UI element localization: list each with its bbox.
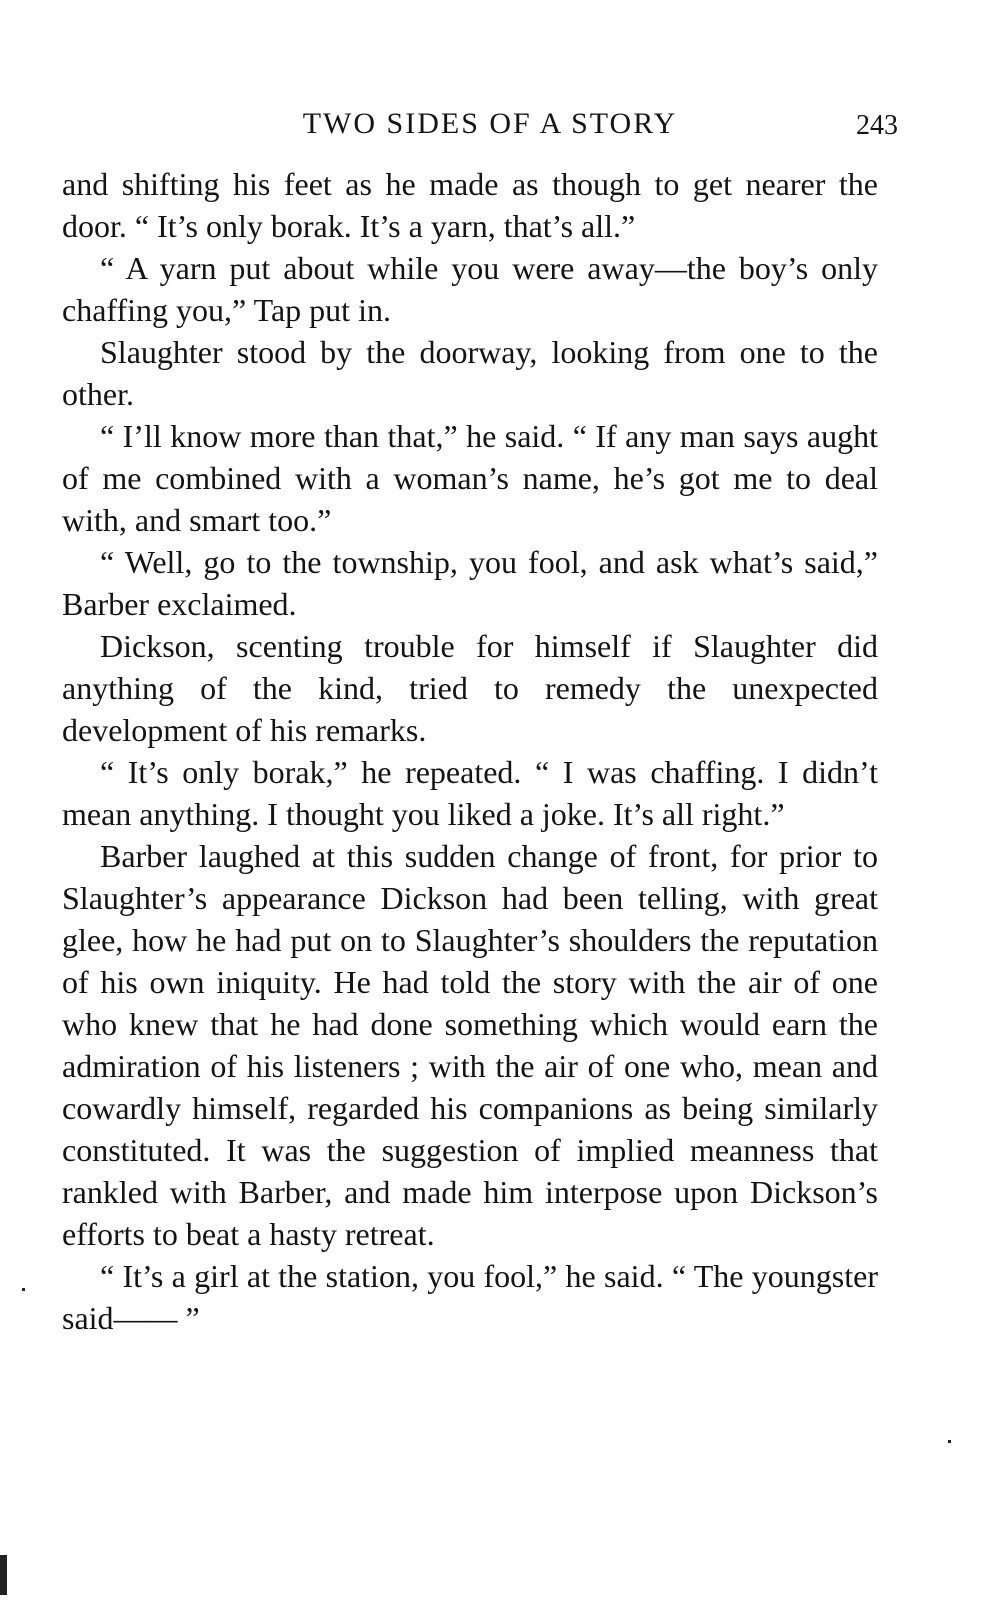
running-title: TWO SIDES OF A STORY xyxy=(302,107,678,140)
paragraph: “ It’s only borak,” he repeated. “ I was chaffing. I didn’t mean anything. I thought you liked a joke. It’s all right.” xyxy=(62,754,878,832)
paragraph: Barber laughed at this sudden change of front, for prior to Slaughter’s appearance Dickson had been telling, with great glee, how he had put on to Slaughter’s shoulders the reputation of his own iniquity. He had told the story with the air of one who knew that he had done something which would earn the admiration of his listeners ; with the air of one who, mean and cowardly himself, regarded his companions as being similarly constituted. It was the suggestion of implied meanness that rankled with Barber, and made him interpose upon Dickson’s efforts to beat a hasty retreat. xyxy=(62,838,878,1252)
paragraph: Slaughter stood by the doorway, looking from one to the other. xyxy=(62,334,878,412)
page-number: 243 xyxy=(856,110,898,141)
body-text xyxy=(62,163,878,1339)
paragraph: “ A yarn put about while you were away—the boy’s only chaffing you,” Tap put in. xyxy=(62,250,878,328)
paragraph: “ Well, go to the township, you fool, and ask what’s said,” Barber exclaimed. xyxy=(62,544,878,622)
paragraph: and shifting his feet as he made as though to get nearer the door. “ It’s only borak. It’s a yarn, that’s all.” xyxy=(62,166,878,244)
paragraph: “ I’ll know more than that,” he said. “ If any man says aught of me combined with a woman’s name, he’s got me to deal with, and smart too.” xyxy=(62,418,878,538)
running-header xyxy=(60,104,898,144)
paragraph: Dickson, scenting trouble for himself if Slaughter did anything of the kind, tried to remedy the unexpected development of his remarks. xyxy=(62,628,878,748)
scan-speck xyxy=(22,1288,25,1291)
binding-edge-mark xyxy=(0,1555,7,1595)
paragraph: “ It’s a girl at the station, you fool,” he said. “ The youngster said—— ” xyxy=(62,1258,878,1336)
scan-speck xyxy=(948,1440,951,1443)
